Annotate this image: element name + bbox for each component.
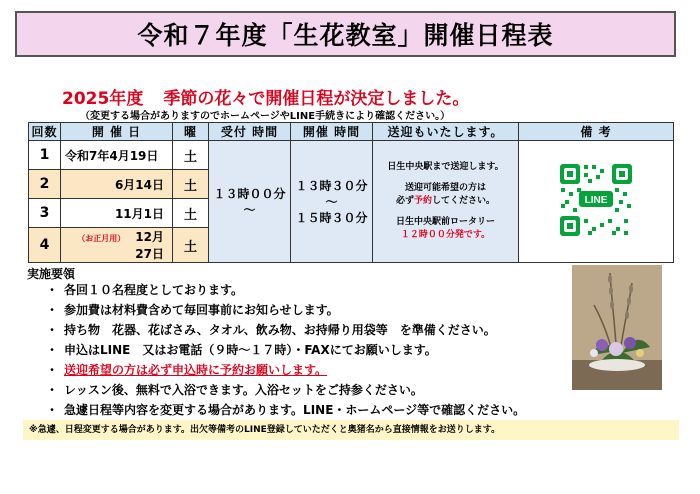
bullet: ・ <box>46 323 59 337</box>
header-remarks: 備 考 <box>519 123 674 141</box>
guide-list <box>46 280 525 420</box>
footnote-banner: ※急遽、日程変更する場合があります。出欠等備考のLINE登録していただくと奥猪名から直接情報をお送りします。 <box>23 420 679 440</box>
header-pickup: 送迎もいたします。 <box>373 123 519 141</box>
header-date: 開 催 日 <box>61 123 173 141</box>
row-dow: 土 <box>173 141 209 170</box>
flower-arrangement-photo <box>572 265 662 390</box>
row-date: 令和7年4月19日 <box>61 141 173 170</box>
bullet: ・ <box>46 343 59 357</box>
bullet: ・ <box>46 383 59 397</box>
row-num: 4 <box>29 228 61 263</box>
pickup-line3-red: 予約 <box>413 196 432 206</box>
table-row <box>29 141 674 170</box>
remarks-cell <box>519 141 674 263</box>
list-item <box>46 340 525 360</box>
session-end: １５時３０分 <box>295 210 368 225</box>
session-tilde: ～ <box>325 194 338 209</box>
header-dow: 曜 <box>173 123 209 141</box>
row-date <box>61 228 173 263</box>
guide-text: 各回１０名程度としております。 <box>64 283 244 297</box>
bullet: ・ <box>46 303 59 317</box>
reception-tilde: ～ <box>243 202 256 217</box>
header-count: 回数 <box>29 123 61 141</box>
guide-text: 参加費は材料費含めて毎回事前にお知らせします。 <box>64 303 339 317</box>
pickup-line3-pre: 必ず <box>395 196 414 206</box>
page-title: 令和７年度「生花教室」開催日程表 <box>15 11 676 57</box>
pickup-line1: 日生中央駅まで送迎します。 <box>387 162 504 172</box>
guide-text: 急遽日程等内容を変更する場合があります。LINE・ホームページ等で確認ください。 <box>64 403 526 417</box>
pickup-cell <box>373 141 519 263</box>
guide-text: レッスン後、無料で入浴できます。入浴セットをご持参ください。 <box>64 383 423 397</box>
list-item <box>46 320 525 340</box>
guide-heading: 実施要領 <box>27 267 76 281</box>
row-dow: 土 <box>173 199 209 228</box>
row-num: 2 <box>29 170 61 199</box>
subtitle <box>62 84 469 109</box>
guide-text: 送迎希望の方は必ず申込時に予約お願いします。 <box>64 363 328 377</box>
bullet: ・ <box>46 363 59 377</box>
row-date: 6月14日 <box>61 170 173 199</box>
pickup-line3 <box>373 195 518 208</box>
header-reception: 受付 時間 <box>209 123 291 141</box>
subtitle-text: 季節の花々で開催日程が決定しました。 <box>163 89 470 109</box>
qr-code-icon <box>557 161 635 239</box>
row-dow: 土 <box>173 228 209 263</box>
row-dow: 土 <box>173 170 209 199</box>
schedule-table <box>28 122 674 263</box>
table-header-row <box>29 123 674 141</box>
list-item <box>46 300 525 320</box>
pickup-line3-post: してください。 <box>432 196 496 206</box>
list-item <box>46 360 525 380</box>
subtitle-year: 2025年度 <box>62 89 144 109</box>
row-date: 11月1日 <box>61 199 173 228</box>
pickup-line4: 日生中央駅前ロータリー <box>395 217 495 227</box>
row-num: 3 <box>29 199 61 228</box>
bullet: ・ <box>46 403 59 417</box>
row-num: 1 <box>29 141 61 170</box>
pickup-line2: 送迎可能希望の方は <box>404 183 486 193</box>
guide-text: 持ち物 花器、花ばさみ、タオル、飲み物、お持帰り用袋等 を準備ください。 <box>64 323 496 337</box>
list-item <box>46 380 525 400</box>
list-item <box>46 400 525 420</box>
bullet: ・ <box>46 283 59 297</box>
guide-text: 申込はLINE 又はお電話（９時～１７時）・FAXにてお願いします。 <box>64 343 437 357</box>
line-qr-code[interactable] <box>557 161 635 239</box>
row-date-prefix: （お正月用） <box>77 234 126 243</box>
list-item <box>46 280 525 300</box>
header-session: 開催 時間 <box>291 123 373 141</box>
change-note: （変更する場合がありますのでホームページやLINE手続きにより確認ください。） <box>80 111 451 122</box>
qr-label: LINE <box>584 195 608 206</box>
row-date-value: 12月27日 <box>135 230 164 261</box>
reception-time-cell <box>209 141 291 263</box>
pickup-line5: １２時００分発です。 <box>400 230 491 240</box>
session-time-cell <box>291 141 373 263</box>
reception-time: １３時００分 <box>213 186 286 201</box>
session-start: １３時３０分 <box>295 178 368 193</box>
